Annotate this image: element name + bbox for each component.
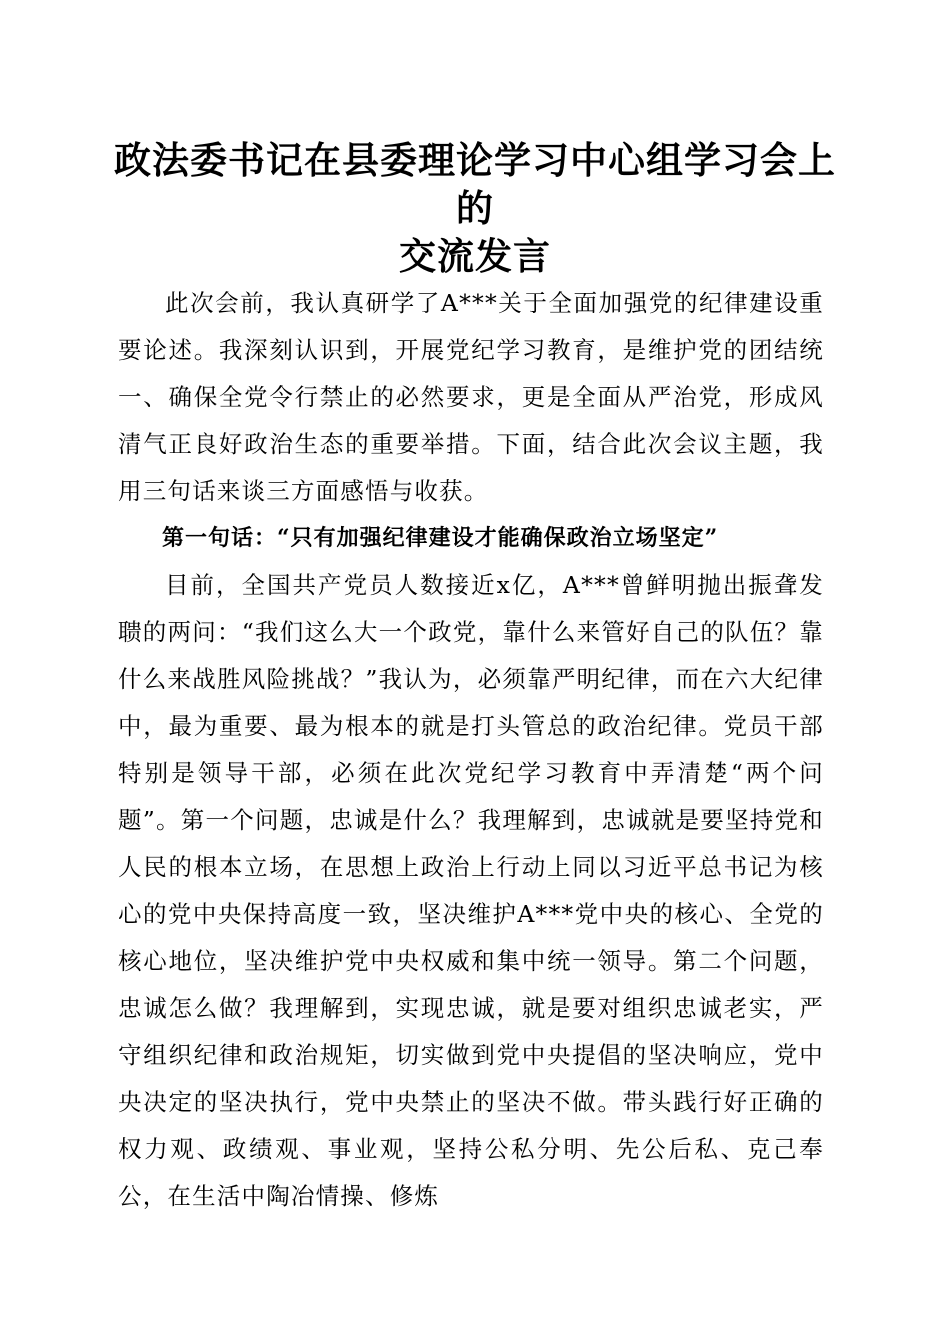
section-heading-1: 第一句话：“只有加强纪律建设才能确保政治立场坚定” <box>162 525 719 551</box>
document-body <box>118 280 824 1220</box>
intro-paragraph: 此次会前，我认真研学了A***关于全面加强党的纪律建设重要论述。我深刻认识到，开展党纪学习教育，是维护党的团结统一、确保全党令行禁止的必然要求，更是全面从严治党，形成风清气正良好政治生态的重要举措。下面，结合此次会议主题，我用三句话来谈三方面感悟与收获。 <box>118 289 824 505</box>
title-line-2: 交流发言 <box>399 234 551 278</box>
title-line-1: 政法委书记在县委理论学习中心组学习会上的 <box>114 138 836 230</box>
document-title <box>100 136 850 280</box>
body-paragraph: 目前，全国共产党员人数接近x亿，A***曾鲜明抛出振聋发聩的两问：“我们这么大一个政党，靠什么来管好自己的队伍？靠什么来战胜风险挑战？”我认为，必须靠严明纪律，而在六大纪律中，最为重要、最为根本的就是打头管总的政治纪律。党员干部特别是领导干部，必须在此次党纪学习教育中弄清楚“两个问题”。第一个问题，忠诚是什么？我理解到，忠诚就是要坚持党和人民的根本立场，在思想上政治上行动上同以习近平总书记为核心的党中央保持高度一致，坚决维护A***党中央的核心、全党的核心地位，坚决维护党中央权威和集中统一领导。第二个问题，忠诚怎么做？我理解到，实现忠诚，就是要对组织忠诚老实，严守组织纪律和政治规矩，切实做到党中央提倡的坚决响应，党中央决定的坚决执行，党中央禁止的坚决不做。带头践行好正确的权力观、政绩观、事业观，坚持公私分明、先公后私、克己奉公，在生活中陶冶情操、修炼 <box>118 571 824 1210</box>
